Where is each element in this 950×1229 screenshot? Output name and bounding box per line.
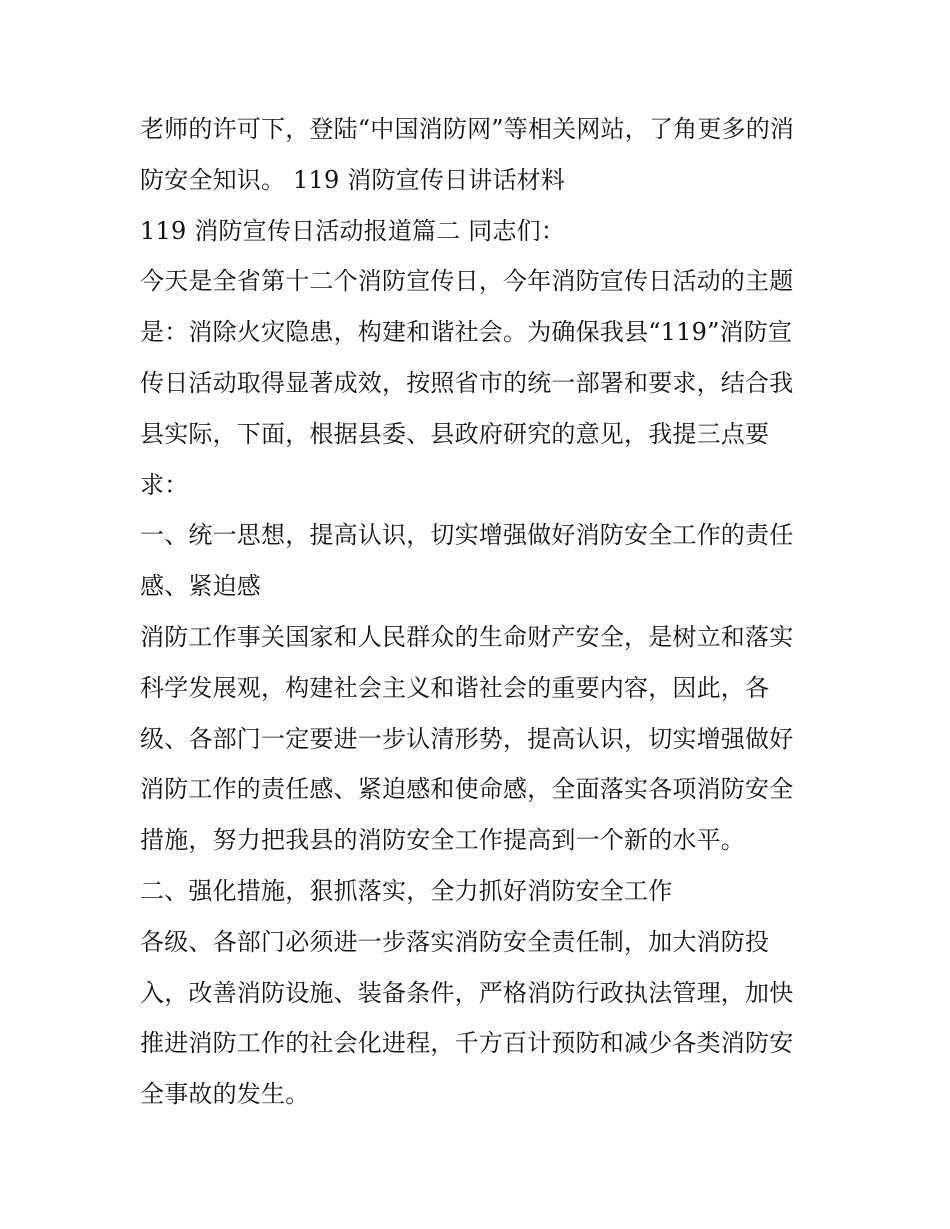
text-line: 科学发展观，构建社会主义和谐社会的重要内容，因此，各 — [140, 673, 770, 702]
text-line: 消防工作的责任感、紧迫感和使命感，全面落实各项消防安全 — [140, 775, 794, 804]
text-line: 是：消除火灾隐患，构建和谐社会。为确保我县“119”消防宣 — [140, 318, 793, 347]
text-line: 级、各部门一定要进一步认清形势，提高认识，切实增强做好 — [140, 724, 794, 753]
section-heading: 感、紧迫感 — [140, 572, 261, 601]
section-heading: 一、统一思想，提高认识，切实增强做好消防安全工作的责任 — [140, 521, 794, 550]
text-line: 传日活动取得显著成效，按照省市的统一部署和要求，结合我 — [140, 368, 794, 397]
text-line: 消防工作事关国家和人民群众的生命财产安全，是树立和落实 — [140, 622, 794, 651]
text-line: 防安全知识。 119 消防宣传日讲话材料 — [140, 165, 566, 194]
text-line: 求： — [140, 470, 189, 499]
text-line: 各级、各部门必须进一步落实消防安全责任制，加大消防投 — [140, 927, 770, 956]
text-line: 推进消防工作的社会化进程，千方百计预防和减少各类消防安 — [140, 1029, 794, 1058]
document-body — [140, 104, 820, 1120]
section-heading: 二、强化措施，狠抓落实，全力抓好消防安全工作 — [140, 876, 673, 905]
text-line: 入，改善消防设施、装备条件，严格消防行政执法管理，加快 — [140, 978, 794, 1007]
text-line: 县实际，下面，根据县委、县政府研究的意见，我提三点要 — [140, 419, 770, 448]
text-line: 今天是全省第十二个消防宣传日，今年消防宣传日活动的主题 — [140, 267, 794, 296]
text-line: 全事故的发生。 — [140, 1080, 310, 1109]
text-line: 措施，努力把我县的消防安全工作提高到一个新的水平。 — [140, 826, 745, 855]
text-line: 老师的许可下，登陆“中国消防网”等相关网站，了角更多的消 — [140, 115, 795, 143]
text-line: 119 消防宣传日活动报道篇二 同志们： — [140, 216, 566, 245]
